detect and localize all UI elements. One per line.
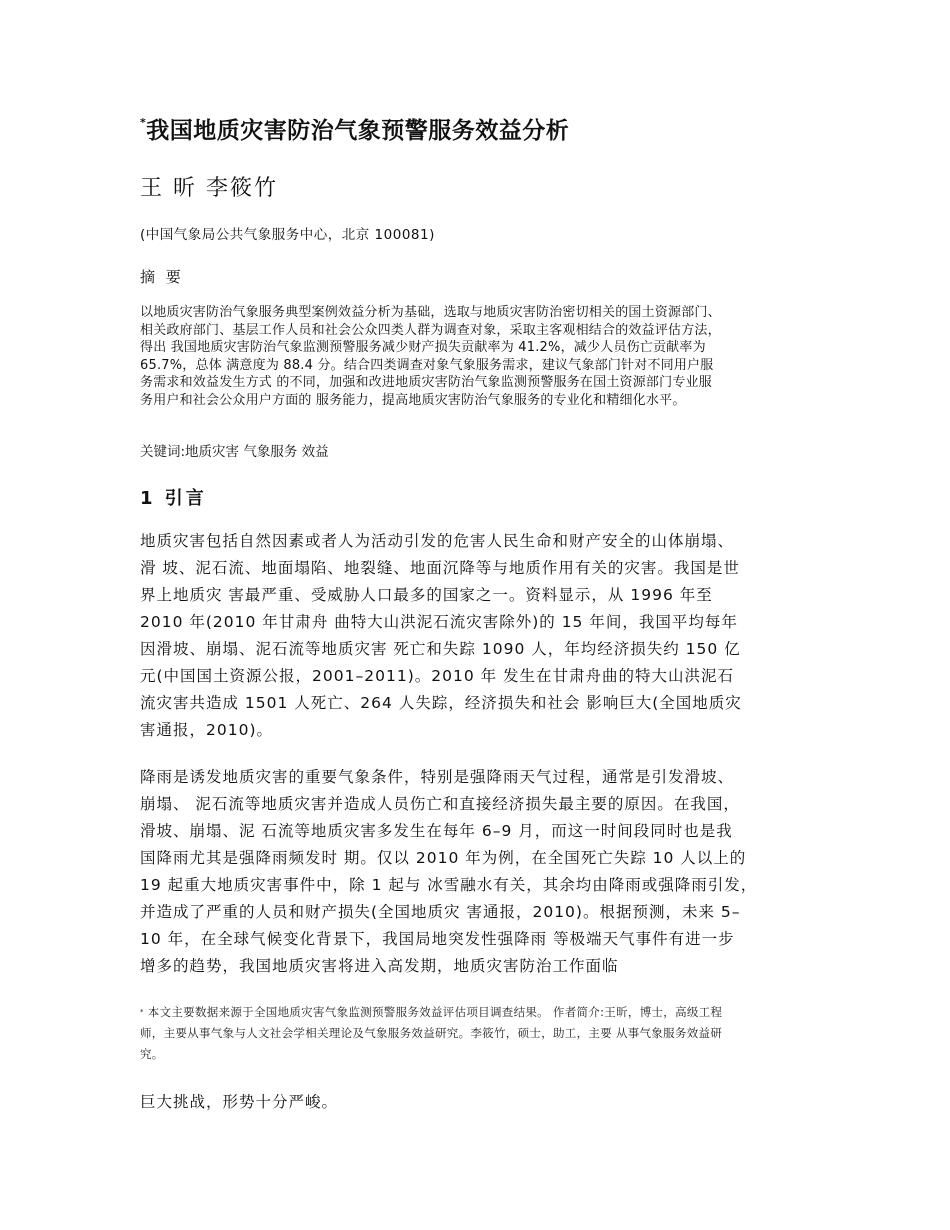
paragraph-line: 国降雨尤其是强降雨频发时 期。仅以 2010 年为例，在全国死亡失踪 10 人以上的 — [140, 849, 747, 867]
paragraph-line: 增多的趋势，我国地质灾害将进入高发期，地质灾害防治工作面临 — [140, 957, 619, 975]
paragraph-line: 崩塌、 泥石流等地质灾害并造成人员伤亡和直接经济损失最主要的原因。在我国， — [140, 795, 740, 813]
abstract-body — [140, 304, 820, 409]
paragraph-line: 并造成了严重的人员和财产损失(全国地质灾 害通报，2010)。根据预测，未来 5– — [140, 903, 741, 921]
footnote-line: 究。 — [140, 1047, 164, 1061]
paragraph-1 — [140, 528, 830, 744]
affiliation: (中国气象局公共气象服务中心，北京 100081) — [140, 227, 435, 243]
authors: 王 昕 李筱竹 — [140, 176, 278, 201]
paragraph-line: 19 起重大地质灾害事件中，除 1 起与 冰雪融水有关，其余均由降雨或强降雨引发， — [140, 876, 758, 894]
paragraph-line: 元(中国国土资源公报，2001–2011)。2010 年 发生在甘肃舟曲的特大山洪泥石 — [140, 667, 735, 685]
paragraph-line: 流灾害共造成 1501 人死亡、264 人失踪，经济损失和社会 影响巨大(全国地质灾 — [140, 694, 742, 712]
keywords: 关键词:地质灾害 气象服务 效益 — [140, 444, 329, 460]
abstract-line: 65.7%，总体 满意度为 88.4 分。结合四类调查对象气象服务需求，建议气象部门针对不同用户服 — [140, 357, 714, 373]
paragraph-line: 10 年，在全球气候变化背景下，我国局地突发性强降雨 等极端天气事件有进一步 — [140, 930, 735, 948]
paragraph-line: 因滑坡、崩塌、泥石流等地质灾害 死亡和失踪 1090 人，年均经济损失约 150 亿 — [140, 640, 741, 658]
paragraph-line: 滑坡、崩塌、泥 石流等地质灾害多发生在每年 6–9 月，而这一时间段同时也是我 — [140, 822, 733, 840]
footnote-line: 师，主要从事气象与人文社会学相关理论及气象服务效益研究。李筱竹，硕士，助工，主要 从事气象服务效益研 — [140, 1026, 723, 1040]
continuation-paragraph: 巨大挑战，形势十分严峻。 — [140, 1093, 339, 1111]
footnote — [140, 1002, 810, 1065]
abstract-line: 以地质灾害防治气象服务典型案例效益分析为基础，选取与地质灾害防治密切相关的国土资源部门、 — [140, 305, 721, 320]
paragraph-line: 滑 坡、泥石流、地面塌陷、地裂缝、地面沉降等与地质作用有关的灾害。我国是世 — [140, 559, 740, 577]
section-heading-introduction: 1 引言 — [140, 488, 207, 509]
abstract-line: 务需求和效益发生方式 的不同，加强和改进地质灾害防治气象监测预警服务在国土资源部门专业服 — [140, 375, 712, 390]
paragraph-line: 降雨是诱发地质灾害的重要气象条件，特别是强降雨天气过程，通常是引发滑坡、 — [140, 768, 735, 786]
paragraph-line: 界上地质灾 害最严重、受威胁人口最多的国家之一。资料显示，从 1996 年至 — [140, 586, 713, 604]
abstract-line: 相关政府部门、基层工作人员和社会公众四类人群为调查对象，采取主客观相结合的效益评估方法， — [140, 322, 721, 338]
paper-title — [140, 112, 569, 145]
abstract-line: 务用户和社会公众用户方面的 服务能力，提高地质灾害防治气象服务的专业化和精细化水平。 — [140, 392, 686, 408]
paragraph-line: 地质灾害包括自然因素或者人为活动引发的危害人民生命和财产安全的山体崩塌、 — [140, 532, 735, 550]
footnote-line — [140, 1002, 810, 1023]
paragraph-line: 2010 年(2010 年甘肃舟 曲特大山洪泥石流灾害除外)的 15 年间，我国平均每年 — [140, 613, 738, 631]
paragraph-2 — [140, 764, 830, 980]
paragraph-line: 害通报，2010)。 — [140, 721, 273, 739]
abstract-heading: 摘 要 — [140, 268, 184, 286]
abstract-line: 得出 我国地质灾害防治气象监测预警服务减少财产损失贡献率为 41.2%，减少人员伤亡贡献率为 — [140, 340, 706, 355]
title-text: 我国地质灾害防治气象预警服务效益分析 — [146, 118, 570, 144]
footnote-text: 本文主要数据来源于全国地质灾害气象监测预警服务效益评估项目调查结果。 作者简介:王昕，博士，高级工程 — [143, 1005, 723, 1019]
footnote-mark: * — [140, 1008, 144, 1016]
title-footnote-mark: * — [140, 116, 147, 129]
